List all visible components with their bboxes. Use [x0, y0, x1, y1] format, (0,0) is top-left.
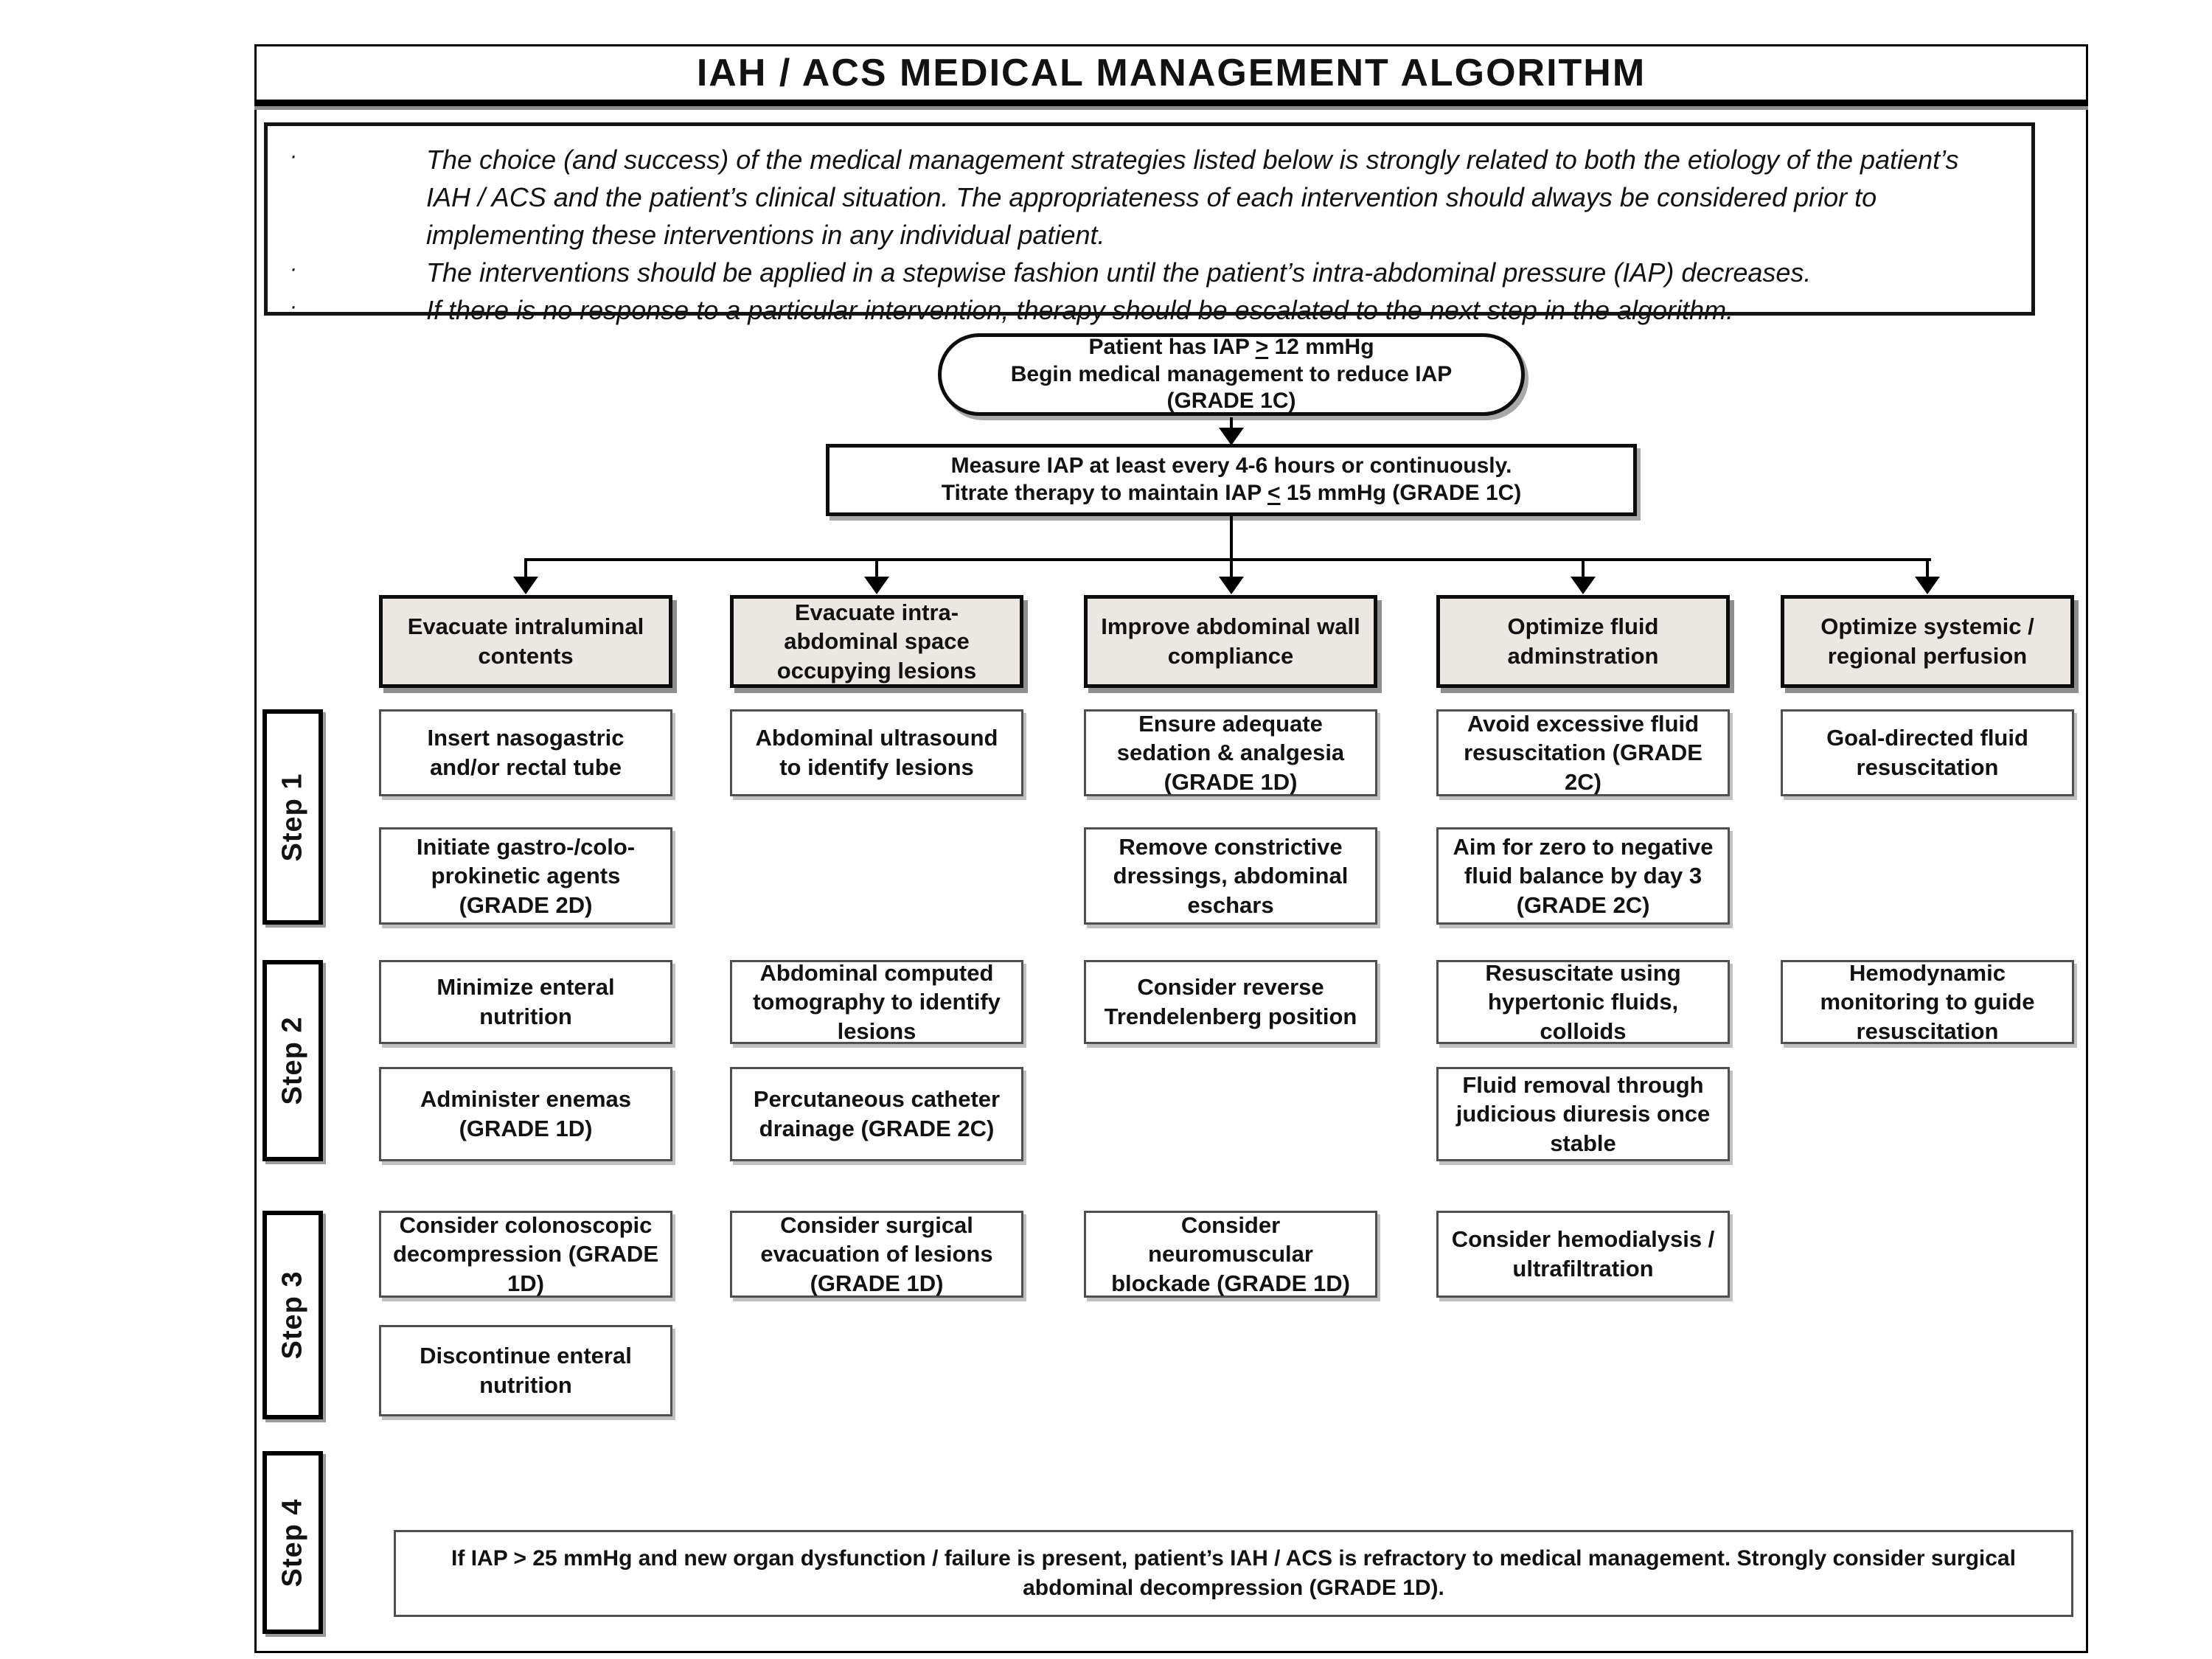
step-label-4: Step 4 [262, 1451, 323, 1634]
cell-percutaneous-drainage: Percutaneous catheter drainage (GRADE 2C) [730, 1067, 1023, 1161]
cell-insert-nasogastric: Insert nasogastric and/or rectal tube [379, 709, 672, 796]
arrow-down-icon [513, 577, 538, 594]
cell-goal-directed-fluid: Goal-directed fluid resuscitation [1781, 709, 2074, 796]
arrow-down-icon [1915, 577, 1940, 594]
cell-zero-fluid-balance: Aim for zero to negative fluid balance by day 3 (GRADE 2C) [1436, 827, 1730, 925]
cell-hemodynamic-monitoring: Hemodynamic monitoring to guide resuscitation [1781, 960, 2074, 1044]
start-node-line1: Patient has IAP > 12 mmHg [1088, 335, 1374, 360]
arrow-down-icon [1219, 428, 1244, 445]
cell-abdominal-ultrasound: Abdominal ultrasound to identify lesions [730, 709, 1023, 796]
start-node [938, 333, 1525, 416]
connector-drop [1230, 561, 1233, 578]
footer-text: If IAP > 25 mmHg and new organ dysfunction / failure is present, patient’s IAH / ACS is refractory to medical management. Strongly consider surgical abdominal decompression (GRADE 1D). [451, 1545, 2016, 1600]
page-title-box [254, 44, 2088, 106]
column-header-wall-compliance: Improve abdominal wall compliance [1084, 595, 1377, 688]
cell-colonoscopic-decompression: Consider colonoscopic decompression (GRADE 1D) [379, 1211, 672, 1298]
measure-node [826, 444, 1637, 516]
column-header-evacuate-intraluminal: Evacuate intraluminal contents [379, 595, 672, 688]
intro-bullet-text: If there is no response to a particular intervention, therapy should be escalated to the next step in the algorithm. [426, 295, 1734, 326]
cell-discontinue-enteral-nutrition: Discontinue enteral nutrition [379, 1325, 672, 1416]
cell-surgical-evacuation: Consider surgical evacuation of lesions (GRADE 1D) [730, 1211, 1023, 1298]
arrow-down-icon [1219, 577, 1244, 594]
step-label-3: Step 3 [262, 1211, 323, 1419]
bullet-dot-icon: · [290, 144, 297, 168]
arrow-down-icon [864, 577, 889, 594]
connector-drop [1926, 561, 1929, 578]
cell-reverse-trendelenberg: Consider reverse Trendelenberg position [1084, 960, 1377, 1044]
step-label-1: Step 1 [262, 709, 323, 925]
column-header-perfusion: Optimize systemic / regional perfusion [1781, 595, 2074, 688]
column-header-fluid-administration: Optimize fluid adminstration [1436, 595, 1730, 688]
intro-bullet-1 [268, 141, 2002, 254]
cell-neuromuscular-blockade: Consider neuromuscular blockade (GRADE 1D) [1084, 1211, 1377, 1298]
intro-note [264, 122, 2035, 326]
step-label-2: Step 2 [262, 960, 323, 1161]
page-title: IAH / ACS MEDICAL MANAGEMENT ALGORITHM [696, 52, 1646, 94]
gte-operator: > [1255, 335, 1269, 360]
measure-node-line2: Titrate therapy to maintain IAP < 15 mmHg (GRADE 1C) [941, 481, 1522, 505]
cell-abdominal-ct: Abdominal computed tomography to identify lesions [730, 960, 1023, 1044]
cell-prokinetic-agents: Initiate gastro-/colo-prokinetic agents (GRADE 2D) [379, 827, 672, 925]
cell-avoid-excessive-fluid: Avoid excessive fluid resuscitation (GRADE 2C) [1436, 709, 1730, 796]
footer-node [394, 1530, 2073, 1617]
bullet-dot-icon: · [290, 257, 297, 282]
measure-node-line1: Measure IAP at least every 4-6 hours or continuously. [950, 453, 1512, 479]
branch-bar [524, 558, 1931, 561]
intro-bullet-text: The choice (and success) of the medical management strategies listed below is strongly related to both the etiology of the patient’s IAH / ACS and the patient’s clinical situation. The appropriateness of each intervention should always be considered prior to implementing these interventions in any individual patient. [426, 145, 1959, 251]
arrow-down-icon [1571, 577, 1596, 594]
start-node-line2: Begin medical management to reduce IAP [1010, 361, 1453, 386]
cell-minimize-enteral-nutrition: Minimize enteral nutrition [379, 960, 672, 1044]
connector-drop [1582, 561, 1585, 578]
connector-drop [524, 561, 527, 578]
cell-remove-dressings: Remove constrictive dressings, abdominal eschars [1084, 827, 1377, 925]
column-header-evacuate-lesions: Evacuate intra-abdominal space occupying lesions [730, 595, 1023, 688]
start-node-line3: (GRADE 1C) [1166, 389, 1296, 414]
cell-sedation-analgesia: Ensure adequate sedation & analgesia (GRADE 1D) [1084, 709, 1377, 796]
intro-bullet-3 [268, 291, 2002, 329]
bullet-dot-icon: · [290, 294, 297, 319]
intro-bullet-2 [268, 254, 2002, 291]
connector-stem [1230, 516, 1233, 560]
cell-hemodialysis-ultrafiltration: Consider hemodialysis / ultrafiltration [1436, 1211, 1730, 1298]
cell-hypertonic-fluids: Resuscitate using hypertonic fluids, colloids [1436, 960, 1730, 1044]
intro-bullet-text: The interventions should be applied in a stepwise fashion until the patient’s intra-abdominal pressure (IAP) decreases. [426, 257, 1812, 288]
cell-fluid-removal-diuresis: Fluid removal through judicious diuresis once stable [1436, 1067, 1730, 1161]
cell-administer-enemas: Administer enemas (GRADE 1D) [379, 1067, 672, 1161]
lte-operator: < [1267, 481, 1281, 505]
connector-drop [875, 561, 878, 578]
